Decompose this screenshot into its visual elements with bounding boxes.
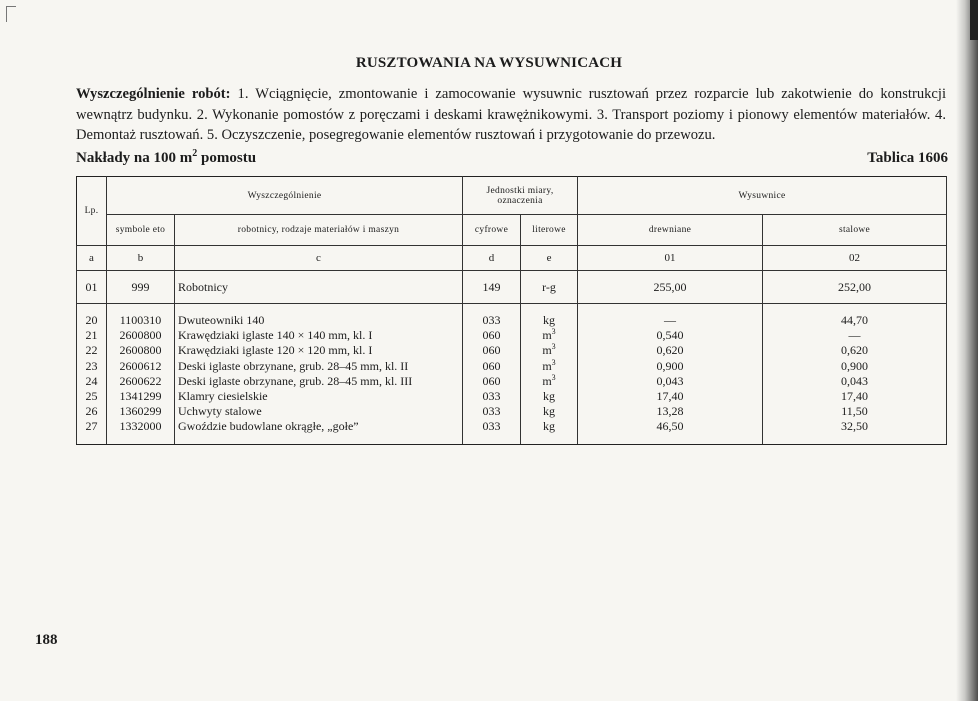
- letter-cell: b: [107, 246, 175, 271]
- cell-name: Krawędziaki iglaste 140 × 140 mm, kl. I: [178, 328, 373, 343]
- page-title: RUSZTOWANIA NA WYSUWNICACH: [355, 55, 623, 71]
- cell-symbol: 1360299: [119, 404, 162, 419]
- cell-drewniane: 255,00: [578, 271, 763, 304]
- naklady-sup: 2: [192, 148, 198, 159]
- stalowe-column: [763, 304, 947, 445]
- cell-drewniane: 0,540: [656, 328, 684, 343]
- cell-lp: 01: [77, 271, 107, 304]
- letter-cell: 01: [578, 246, 763, 271]
- cell-lp: 23: [85, 358, 98, 373]
- letter-cell: d: [463, 246, 521, 271]
- cell-stalowe: 32,50: [841, 419, 869, 434]
- cell-drewniane: 0,043: [656, 373, 684, 388]
- cell-symbol: 2600622: [119, 373, 162, 388]
- unit: kg: [543, 404, 555, 419]
- cell-stalowe: 11,50: [841, 404, 868, 419]
- unit-exponent: 3: [551, 372, 556, 382]
- cell-drewniane: —: [664, 313, 677, 327]
- cell-lp: 27: [85, 419, 98, 434]
- page-corner-mark: [6, 6, 7, 22]
- cell-lp: 20: [85, 313, 98, 327]
- header-lp: Lp.: [77, 177, 107, 246]
- cell-lp: 25: [85, 388, 98, 403]
- cell-symbol: 1341299: [119, 388, 162, 403]
- literowe-column: [521, 304, 578, 445]
- unit: kg: [543, 419, 555, 434]
- cell-symbol: 999: [107, 271, 175, 304]
- cell-cyfrowe: 033: [482, 419, 501, 434]
- cell-literowe: [524, 313, 574, 328]
- cell-name: Deski iglaste obrzynane, grub. 28–45 mm, kl. II: [178, 358, 409, 373]
- header-literowe: literowe: [521, 215, 578, 246]
- header-wysuwnice: Wysuwnice: [578, 177, 947, 215]
- cell-drewniane: 13,28: [656, 404, 684, 419]
- cell-literowe: [524, 419, 574, 434]
- cell-drewniane: 46,50: [656, 419, 684, 434]
- cell-literowe: [524, 343, 574, 358]
- cell-stalowe: 0,620: [841, 343, 869, 358]
- cell-stalowe: 44,70: [841, 313, 869, 327]
- cell-cyfrowe: 060: [482, 328, 501, 343]
- cell-drewniane: 0,620: [656, 343, 684, 358]
- drewniane-column: [578, 304, 763, 445]
- cell-literowe: [524, 404, 574, 419]
- cell-drewniane: 0,900: [656, 358, 684, 373]
- letter-cell: a: [77, 246, 107, 271]
- naklady-heading: [76, 150, 256, 167]
- page-corner-mark: [6, 6, 16, 7]
- cell-cyfrowe: 033: [482, 388, 501, 403]
- cell-symbol: 1100310: [119, 313, 162, 327]
- cell-stalowe: 252,00: [763, 271, 947, 304]
- book-spine-shadow: [956, 0, 978, 701]
- book-spine-corner: [970, 0, 978, 40]
- cell-name: Dwuteowniki 140: [178, 313, 265, 327]
- cell-lp: 26: [85, 404, 98, 419]
- header-cyfrowe: cyfrowe: [463, 215, 521, 246]
- cell-symbol: 2600800: [119, 343, 162, 358]
- symbol-column: [107, 304, 175, 445]
- cell-name: Uchwyty stalowe: [178, 404, 262, 419]
- cell-cyfrowe: 060: [482, 358, 501, 373]
- cell-symbol: 2600612: [119, 358, 162, 373]
- cell-cyfrowe: 033: [482, 313, 501, 327]
- header-drewniane: drewniane: [578, 215, 763, 246]
- cell-literowe: [524, 374, 574, 389]
- cell-literowe: r-g: [521, 271, 578, 304]
- cell-name: Krawędziaki iglaste 120 × 120 mm, kl. I: [178, 343, 373, 358]
- unit: m: [542, 373, 552, 388]
- cell-symbol: 1332000: [119, 419, 162, 434]
- unit: m: [542, 358, 552, 373]
- cell-lp: 24: [85, 373, 98, 388]
- unit: m: [542, 343, 552, 358]
- lp-column: [77, 304, 107, 445]
- norms-table: [76, 176, 947, 445]
- cell-name: Deski iglaste obrzynane, grub. 28–45 mm, kl. III: [178, 373, 413, 388]
- cell-stalowe: —: [848, 328, 861, 343]
- name-column: [175, 304, 463, 445]
- table-number: Tablica 1606: [867, 150, 948, 166]
- cell-drewniane: 17,40: [656, 388, 684, 403]
- header-robotnicy: robotnicy, rodzaje materiałów i maszyn: [175, 215, 463, 246]
- header-jednostki: Jednostki miary, oznaczenia: [463, 177, 578, 215]
- letter-cell: 02: [763, 246, 947, 271]
- works-description-label: Wyszczególnienie robót:: [76, 86, 231, 102]
- letter-cell: c: [175, 246, 463, 271]
- cell-literowe: [524, 359, 574, 374]
- cell-name: Gwoździe budowlane okrągłe, „gołe”: [178, 419, 359, 434]
- cell-literowe: [524, 389, 574, 404]
- cell-stalowe: 0,043: [841, 373, 869, 388]
- materials-block: [77, 304, 947, 445]
- cell-stalowe: 17,40: [841, 388, 869, 403]
- cell-name: Klamry ciesielskie: [178, 388, 268, 403]
- cell-cyfrowe: 060: [482, 373, 501, 388]
- unit: kg: [543, 313, 555, 327]
- unit-exponent: 3: [551, 357, 556, 367]
- works-description: [76, 84, 946, 146]
- letter-cell: e: [521, 246, 578, 271]
- cell-literowe: [524, 328, 574, 343]
- cell-cyfrowe: 060: [482, 343, 501, 358]
- works-description-text: 1. Wciągnięcie, zmontowanie i zamocowanie wysuwnic rusztowań przez rozparcie lub zakotwienie do konstrukcji wewnątrz budynku. 2. Wykonanie pomostów z poręczami i deskami krawężnikowymi. 3. Transport poziomy i pionowy elementów materiałów. 4. Demontaż rusztowań. 5. Oczyszczenie, posegregowanie elementów rusztowań i przygotowanie do przewozu.: [76, 86, 946, 143]
- cell-stalowe: 0,900: [841, 358, 869, 373]
- cell-name: Robotnicy: [175, 271, 463, 304]
- cell-lp: 22: [85, 343, 98, 358]
- cyfrowe-column: [463, 304, 521, 445]
- header-wyszczegolnienie: Wyszczególnienie: [107, 177, 463, 215]
- unit: m: [542, 328, 552, 343]
- header-stalowe: stalowe: [763, 215, 947, 246]
- naklady-tail: pomostu: [197, 150, 257, 166]
- cell-lp: 21: [85, 328, 98, 343]
- header-symbole: symbole eto: [107, 215, 175, 246]
- unit-exponent: 3: [551, 327, 556, 337]
- unit: kg: [543, 388, 555, 403]
- cell-cyfrowe: 149: [463, 271, 521, 304]
- cell-cyfrowe: 033: [482, 404, 501, 419]
- unit-exponent: 3: [551, 342, 556, 352]
- naklady-text: Nakłady na 100 m: [76, 150, 193, 166]
- cell-symbol: 2600800: [119, 328, 162, 343]
- page-number: 188: [35, 632, 58, 648]
- table-row: [77, 271, 947, 304]
